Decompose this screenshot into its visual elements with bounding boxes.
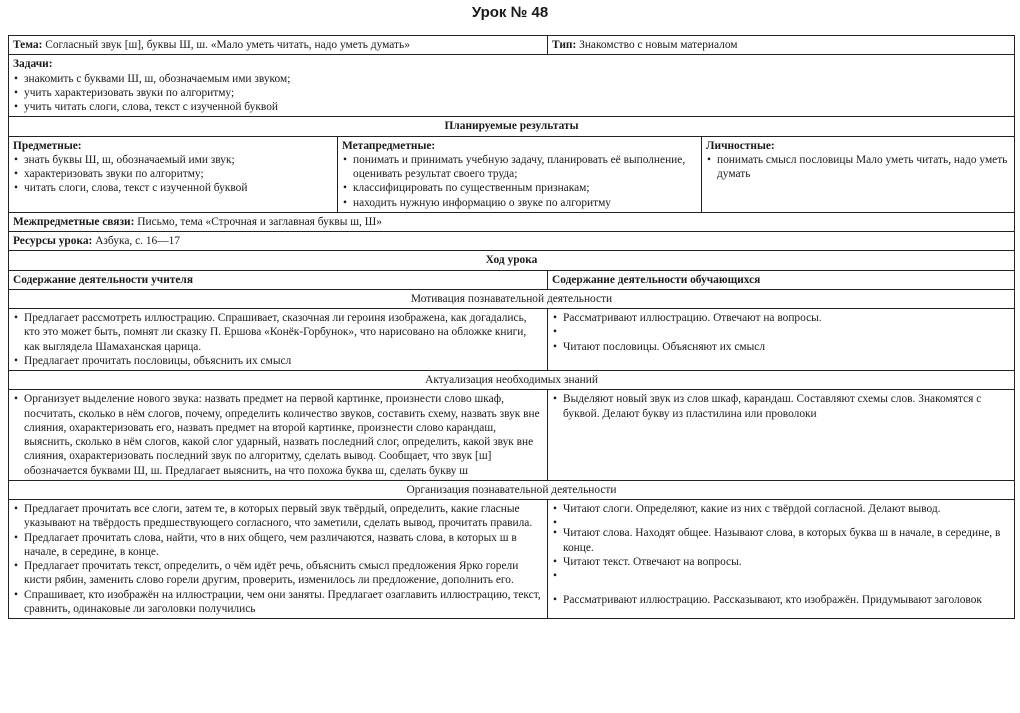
stage-heading: Актуализация необходимых знаний xyxy=(9,371,1015,390)
lesson-flow-heading: Ход урока xyxy=(9,251,1015,270)
tasks-row xyxy=(9,55,1015,117)
type-text: Знакомство с новым материалом xyxy=(579,39,738,51)
tasks-list xyxy=(13,72,1010,115)
teacher-activity-item: • Предлагает прочитать слова, найти, что в них общего, чем различаются, назвать слова, в которых ш в начале, в середине, в конце. xyxy=(13,531,543,560)
spacer xyxy=(552,516,1010,526)
teacher-activity-item: • Спрашивает, кто изображён на иллюстрации, чем они заняты. Предлагает озаглавить иллюстрацию, текст, сравнить, одинаковые ли заголовки получились xyxy=(13,588,543,617)
spacer xyxy=(552,569,1010,593)
planned-results-row xyxy=(9,136,1015,212)
stage-heading: Мотивация познавательной деятельности xyxy=(9,289,1015,308)
teacher-activity-item: • Предлагает рассмотреть иллюстрацию. Спрашивает, сказочная ли героиня изображена, как догадались, кто это может быть, помнят ли сказку П. Ершова «Конёк-Горбунок», что нарисовано на обложке книги, как выглядела Шамаханская царица. xyxy=(13,311,543,354)
subject-result-item: • читать слоги, слова, текст с изученной буквой xyxy=(13,181,333,195)
meta-result-item: • классифицировать по существенным признакам; xyxy=(342,181,697,195)
student-activity-item: • Рассматривают иллюстрацию. Отвечают на вопросы. xyxy=(552,311,1010,325)
personal-result-item: • понимать смысл пословицы Мало уметь читать, надо уметь думать xyxy=(706,153,1010,182)
subject-result-item: • знать буквы Ш, ш, обозначаемый ими звук; xyxy=(13,153,333,167)
meta-results-cell xyxy=(338,136,702,212)
resources-cell xyxy=(9,232,1015,251)
resources-row xyxy=(9,232,1015,251)
student-activity-list xyxy=(552,502,1010,607)
subject-result-item: • характеризовать звуки по алгоритму; xyxy=(13,167,333,181)
personal-results-cell xyxy=(702,136,1015,212)
type-cell xyxy=(548,36,1015,55)
meta-result-item: • понимать и принимать учебную задачу, планировать её выполнение, оценивать результат своего труда; xyxy=(342,153,697,182)
stage-content-row xyxy=(9,500,1015,619)
interdisciplinary-label: Межпредметные связи: xyxy=(13,215,135,228)
stage-heading: Организация познавательной деятельности xyxy=(9,480,1015,499)
topic-text: Согласный звук [ш], буквы Ш, ш. «Мало уметь читать, надо уметь думать» xyxy=(45,39,410,51)
student-activity-item: • Рассматривают иллюстрацию. Рассказывают, кто изображён. Придумывают заголовок xyxy=(552,593,1010,607)
student-activity-item: • Читают слоги. Определяют, какие из них с твёрдой согласной. Делают вывод. xyxy=(552,502,1010,516)
stage-heading-row xyxy=(9,480,1015,499)
planned-results-heading: Планируемые результаты xyxy=(9,117,1015,136)
lesson-flow-heading-row xyxy=(9,251,1015,270)
teacher-activity-list xyxy=(13,392,543,478)
teacher-activity-item: • Предлагает прочитать все слоги, затем те, в которых первый звук твёрдый, определить, какие гласные указывают на твёрдость предшествующего согласного, что заметили, сделать вывод, прочитать правила. xyxy=(13,502,543,531)
interdisciplinary-text: Письмо, тема «Строчная и заглавная буквы ш, Ш» xyxy=(137,215,382,228)
resources-text: Азбука, с. 16—17 xyxy=(95,235,181,247)
lesson-plan-table xyxy=(8,35,1015,619)
stage-content-row xyxy=(9,390,1015,481)
task-item: • учить характеризовать звуки по алгоритму; xyxy=(13,86,1010,100)
subject-results-label: Предметные: xyxy=(13,139,82,152)
topic-row xyxy=(9,36,1015,55)
topic-label: Тема: xyxy=(13,39,43,51)
student-activity-cell xyxy=(548,500,1015,619)
meta-result-item: • находить нужную информацию о звуке по алгоритму xyxy=(342,196,697,210)
personal-results-label: Личностные: xyxy=(706,139,775,152)
personal-results-list xyxy=(706,153,1010,182)
meta-results-list xyxy=(342,153,697,210)
teacher-activity-list xyxy=(13,502,543,616)
meta-results-label: Метапредметные: xyxy=(342,139,436,152)
task-item: • знакомить с буквами Ш, ш, обозначаемым ими звуком; xyxy=(13,72,1010,86)
student-activity-cell xyxy=(548,390,1015,481)
student-activity-cell xyxy=(548,309,1015,371)
activity-header-row xyxy=(9,270,1015,289)
topic-cell xyxy=(9,36,548,55)
subject-results-cell xyxy=(9,136,338,212)
student-activity-list xyxy=(552,392,1010,421)
stage-heading-row xyxy=(9,371,1015,390)
student-column-header: Содержание деятельности обучающихся xyxy=(548,270,1015,289)
stage-content-row xyxy=(9,309,1015,371)
teacher-activity-item: • Предлагает прочитать пословицы, объяснить их смысл xyxy=(13,354,543,368)
resources-label: Ресурсы урока: xyxy=(13,235,93,247)
student-activity-item: • Выделяют новый звук из слов шкаф, карандаш. Составляют схемы слов. Знакомятся с буквой. Делают букву из пластилина или проволоки xyxy=(552,392,1010,421)
page-title: Урок № 48 xyxy=(471,4,549,21)
task-item: • учить читать слоги, слова, текст с изученной буквой xyxy=(13,100,1010,114)
student-activity-item: • Читают пословицы. Объясняют их смысл xyxy=(552,340,1010,354)
student-activity-item: • Читают слова. Находят общее. Называют слова, в которых буква ш в начале, в середине, в конце. xyxy=(552,526,1010,555)
type-label: Тип: xyxy=(552,39,577,51)
planned-results-heading-row xyxy=(9,117,1015,136)
subject-results-list xyxy=(13,153,333,196)
student-activity-list xyxy=(552,311,1010,355)
tasks-label: Задачи: xyxy=(13,58,53,71)
teacher-activity-cell xyxy=(9,309,548,371)
interdisciplinary-cell xyxy=(9,212,1015,231)
tasks-cell xyxy=(9,55,1015,117)
spacer xyxy=(552,325,1010,340)
teacher-activity-list xyxy=(13,311,543,368)
student-activity-item: • Читают текст. Отвечают на вопросы. xyxy=(552,555,1010,569)
teacher-activity-item: • Организует выделение нового звука: назвать предмет на первой картинке, произнести слово шкаф, посчитать, сколько в нём слогов, почему, определить количество звуков, составить схему, назвать звук вне слияния, охарактеризовать его, назвать предмет на второй картинке, произнести слово карандаш, выяснить, сколько в нём слогов, какой слог ударный, назвать последний слог, определить, какой звук вне слияния, охарактеризовать последний звук по алгоритму, сделать вывод. Сообщает, что звук [ш] обозначается буквами Ш, ш. Предлагает выяснить, на что похожа буква ш, сделать букву ш xyxy=(13,392,543,478)
interdisciplinary-row xyxy=(9,212,1015,231)
teacher-column-header: Содержание деятельности учителя xyxy=(9,270,548,289)
teacher-activity-cell xyxy=(9,390,548,481)
teacher-activity-item: • Предлагает прочитать текст, определить, о чём идёт речь, объяснить смысл предложения Ярко горели кисти рябин, заменить слово горели другим, проверить, изменилось ли предложение, дополнить его. xyxy=(13,559,543,588)
stage-heading-row xyxy=(9,289,1015,308)
teacher-activity-cell xyxy=(9,500,548,619)
